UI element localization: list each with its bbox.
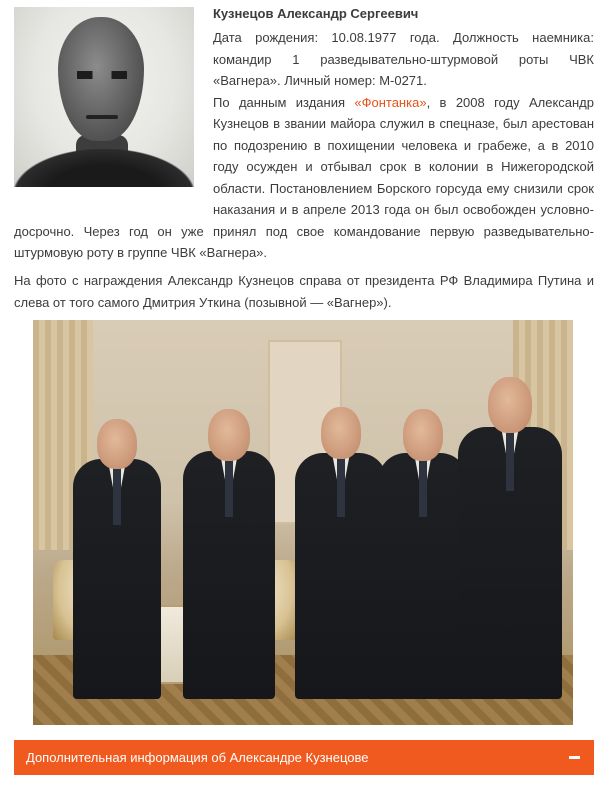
photo-caption: На фото с награждения Александр Кузнецов справа от президента РФ Владимира Путина и слева от того самого Дмитрия Уткина (позывной — «Вагнер»). <box>14 273 594 310</box>
source-link[interactable]: «Фонтанка» <box>354 94 427 110</box>
additional-info-accordion[interactable] <box>14 740 594 775</box>
person-name: Кузнецов Александр Сергеевич <box>213 6 419 21</box>
accordion-label: Дополнительная информация об Александре Кузнецове <box>26 750 369 765</box>
bio-prefix: По данным издания <box>213 94 355 110</box>
bio-text <box>14 6 594 264</box>
award-photo <box>33 320 573 725</box>
bio-paragraph-1: Дата рождения: 10.08.1977 года. Должность наемника: командир 1 разведывательно-штурмовой роты ЧВК «Вагнера». Личный номер: M-0271. <box>213 30 594 88</box>
bio-rest: , в 2008 году Александр Кузнецов в звании майора служил в спецназе, был арестован по подозрению в похищении человека и грабеже, а в 2010 году осужден и отбывал срок в колонии в Нижегородской области. Постановлением Борского горсуда ему снизили срок наказания и в апреле 2013 года он был освобожден условно-досрочно. Через год он уже принял под свое командование первую разведывательно-штурмовую роту в группе ЧВК «Вагнера». <box>14 94 594 260</box>
minus-icon[interactable] <box>569 756 580 759</box>
